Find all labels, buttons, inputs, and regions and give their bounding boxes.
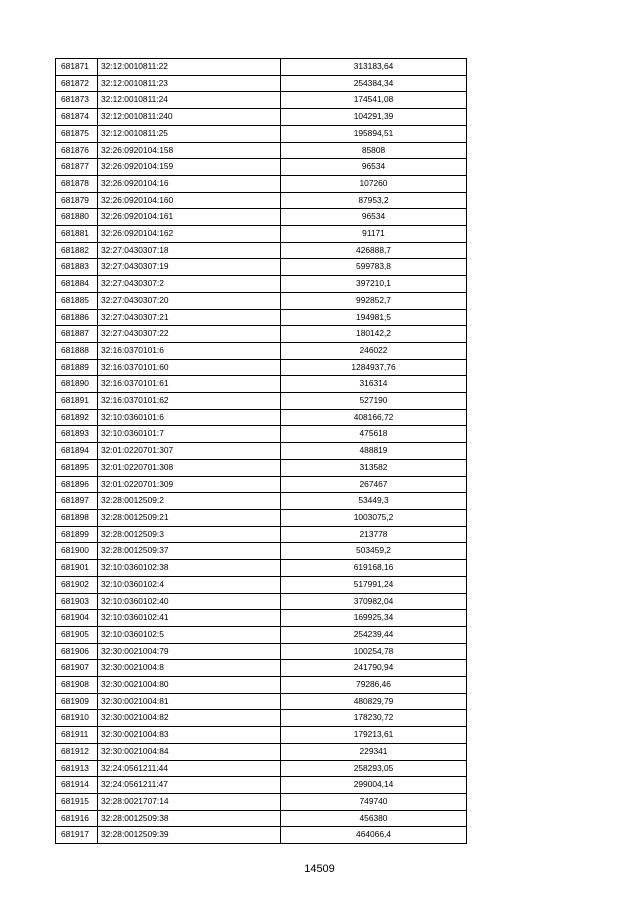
table-row [56, 376, 467, 393]
cadastral-number-cell: 32:10:0360102:5 [98, 626, 281, 643]
cadastral-number-cell: 32:30:0021004:80 [98, 677, 281, 694]
row-id-cell: 681877 [56, 159, 98, 176]
value-cell: 619168,16 [281, 560, 467, 577]
cadastral-number-cell: 32:24:0561211:44 [98, 760, 281, 777]
row-id-cell: 681871 [56, 59, 98, 76]
row-id-cell: 681902 [56, 576, 98, 593]
cadastral-number-cell: 32:01:0220701:307 [98, 443, 281, 460]
value-cell: 229341 [281, 743, 467, 760]
data-table [55, 58, 467, 844]
row-id-cell: 681917 [56, 827, 98, 844]
cadastral-number-cell: 32:27:0430307:20 [98, 292, 281, 309]
table-row [56, 75, 467, 92]
value-cell: 464066,4 [281, 827, 467, 844]
table-row [56, 359, 467, 376]
value-cell: 254239,44 [281, 626, 467, 643]
row-id-cell: 681884 [56, 276, 98, 293]
cadastral-number-cell: 32:28:0012509:39 [98, 827, 281, 844]
value-cell: 313183,64 [281, 59, 467, 76]
table-row [56, 710, 467, 727]
value-cell: 749740 [281, 793, 467, 810]
value-cell: 174541,08 [281, 92, 467, 109]
value-cell: 169925,34 [281, 610, 467, 627]
cadastral-number-cell: 32:01:0220701:308 [98, 459, 281, 476]
table-row [56, 443, 467, 460]
row-id-cell: 681876 [56, 142, 98, 159]
value-cell: 1003075,2 [281, 509, 467, 526]
table-row [56, 159, 467, 176]
row-id-cell: 681891 [56, 393, 98, 410]
value-cell: 599783,8 [281, 259, 467, 276]
table-row [56, 393, 467, 410]
row-id-cell: 681895 [56, 459, 98, 476]
row-id-cell: 681915 [56, 793, 98, 810]
table-row [56, 459, 467, 476]
value-cell: 254384,34 [281, 75, 467, 92]
table-row [56, 743, 467, 760]
value-cell: 992852,7 [281, 292, 467, 309]
value-cell: 178230,72 [281, 710, 467, 727]
cadastral-number-cell: 32:27:0430307:2 [98, 276, 281, 293]
cadastral-number-cell: 32:12:0010811:240 [98, 109, 281, 126]
cadastral-number-cell: 32:26:0920104:161 [98, 209, 281, 226]
row-id-cell: 681903 [56, 593, 98, 610]
table-row [56, 409, 467, 426]
row-id-cell: 681900 [56, 543, 98, 560]
table-row [56, 142, 467, 159]
row-id-cell: 681899 [56, 526, 98, 543]
value-cell: 96534 [281, 159, 467, 176]
table-row [56, 593, 467, 610]
table-row [56, 660, 467, 677]
value-cell: 85808 [281, 142, 467, 159]
cadastral-number-cell: 32:12:0010811:24 [98, 92, 281, 109]
row-id-cell: 681879 [56, 192, 98, 209]
row-id-cell: 681898 [56, 509, 98, 526]
cadastral-number-cell: 32:10:0360101:7 [98, 426, 281, 443]
table-row [56, 543, 467, 560]
table-row [56, 760, 467, 777]
cadastral-number-cell: 32:10:0360102:4 [98, 576, 281, 593]
row-id-cell: 681888 [56, 342, 98, 359]
cadastral-number-cell: 32:26:0920104:158 [98, 142, 281, 159]
table-row [56, 810, 467, 827]
row-id-cell: 681872 [56, 75, 98, 92]
row-id-cell: 681909 [56, 693, 98, 710]
value-cell: 195894,51 [281, 125, 467, 142]
value-cell: 480829,79 [281, 693, 467, 710]
row-id-cell: 681886 [56, 309, 98, 326]
table-row [56, 677, 467, 694]
table-row [56, 276, 467, 293]
table-row [56, 109, 467, 126]
value-cell: 527190 [281, 393, 467, 410]
cadastral-number-cell: 32:28:0012509:37 [98, 543, 281, 560]
value-cell: 426888,7 [281, 242, 467, 259]
cadastral-number-cell: 32:30:0021004:81 [98, 693, 281, 710]
cadastral-number-cell: 32:30:0021004:84 [98, 743, 281, 760]
row-id-cell: 681882 [56, 242, 98, 259]
table-row [56, 643, 467, 660]
row-id-cell: 681914 [56, 777, 98, 794]
cadastral-number-cell: 32:12:0010811:22 [98, 59, 281, 76]
row-id-cell: 681912 [56, 743, 98, 760]
value-cell: 267467 [281, 476, 467, 493]
cadastral-number-cell: 32:27:0430307:22 [98, 326, 281, 343]
table-row [56, 309, 467, 326]
table-row [56, 226, 467, 243]
cadastral-number-cell: 32:26:0920104:16 [98, 175, 281, 192]
cadastral-number-cell: 32:01:0220701:309 [98, 476, 281, 493]
row-id-cell: 681889 [56, 359, 98, 376]
row-id-cell: 681896 [56, 476, 98, 493]
cadastral-number-cell: 32:10:0360102:38 [98, 560, 281, 577]
table-row [56, 426, 467, 443]
table-row [56, 827, 467, 844]
cadastral-number-cell: 32:30:0021004:83 [98, 727, 281, 744]
value-cell: 91171 [281, 226, 467, 243]
row-id-cell: 681901 [56, 560, 98, 577]
cadastral-number-cell: 32:16:0370101:62 [98, 393, 281, 410]
value-cell: 397210,1 [281, 276, 467, 293]
cadastral-number-cell: 32:16:0370101:6 [98, 342, 281, 359]
value-cell: 258293,05 [281, 760, 467, 777]
row-id-cell: 681880 [56, 209, 98, 226]
row-id-cell: 681908 [56, 677, 98, 694]
cadastral-number-cell: 32:27:0430307:21 [98, 309, 281, 326]
cadastral-number-cell: 32:30:0021004:82 [98, 710, 281, 727]
row-id-cell: 681875 [56, 125, 98, 142]
cadastral-number-cell: 32:16:0370101:60 [98, 359, 281, 376]
table-row [56, 292, 467, 309]
table-row [56, 175, 467, 192]
value-cell: 53449,3 [281, 493, 467, 510]
value-cell: 503459,2 [281, 543, 467, 560]
row-id-cell: 681881 [56, 226, 98, 243]
value-cell: 179213,61 [281, 727, 467, 744]
row-id-cell: 681890 [56, 376, 98, 393]
table-row [56, 476, 467, 493]
table-row [56, 610, 467, 627]
value-cell: 488819 [281, 443, 467, 460]
value-cell: 194981,5 [281, 309, 467, 326]
value-cell: 408166,72 [281, 409, 467, 426]
cadastral-number-cell: 32:28:0012509:21 [98, 509, 281, 526]
cadastral-number-cell: 32:10:0360102:40 [98, 593, 281, 610]
value-cell: 180142,2 [281, 326, 467, 343]
table-row [56, 209, 467, 226]
value-cell: 299004,14 [281, 777, 467, 794]
row-id-cell: 681911 [56, 727, 98, 744]
value-cell: 246022 [281, 342, 467, 359]
value-cell: 104291,39 [281, 109, 467, 126]
cadastral-number-cell: 32:28:0021707:14 [98, 793, 281, 810]
table-row [56, 242, 467, 259]
table-row [56, 793, 467, 810]
row-id-cell: 681887 [56, 326, 98, 343]
value-cell: 107260 [281, 175, 467, 192]
row-id-cell: 681893 [56, 426, 98, 443]
table-row [56, 493, 467, 510]
value-cell: 96534 [281, 209, 467, 226]
table-row [56, 693, 467, 710]
row-id-cell: 681874 [56, 109, 98, 126]
value-cell: 213778 [281, 526, 467, 543]
table-row [56, 259, 467, 276]
table-row [56, 342, 467, 359]
cadastral-number-cell: 32:10:0360102:41 [98, 610, 281, 627]
table-row [56, 560, 467, 577]
row-id-cell: 681897 [56, 493, 98, 510]
row-id-cell: 681905 [56, 626, 98, 643]
row-id-cell: 681910 [56, 710, 98, 727]
cadastral-number-cell: 32:28:0012509:38 [98, 810, 281, 827]
cadastral-number-cell: 32:28:0012509:2 [98, 493, 281, 510]
table-row [56, 727, 467, 744]
cadastral-number-cell: 32:10:0360101:6 [98, 409, 281, 426]
table-row [56, 92, 467, 109]
value-cell: 475618 [281, 426, 467, 443]
table-body [56, 59, 467, 844]
row-id-cell: 681907 [56, 660, 98, 677]
cadastral-number-cell: 32:24:0561211:47 [98, 777, 281, 794]
cadastral-number-cell: 32:30:0021004:8 [98, 660, 281, 677]
cadastral-number-cell: 32:30:0021004:79 [98, 643, 281, 660]
cadastral-number-cell: 32:12:0010811:25 [98, 125, 281, 142]
table-row [56, 576, 467, 593]
cadastral-number-cell: 32:28:0012509:3 [98, 526, 281, 543]
table-row [56, 125, 467, 142]
row-id-cell: 681906 [56, 643, 98, 660]
table-row [56, 192, 467, 209]
value-cell: 241790,94 [281, 660, 467, 677]
value-cell: 316314 [281, 376, 467, 393]
cadastral-number-cell: 32:26:0920104:159 [98, 159, 281, 176]
table-row [56, 526, 467, 543]
row-id-cell: 681892 [56, 409, 98, 426]
row-id-cell: 681904 [56, 610, 98, 627]
table-row [56, 326, 467, 343]
cadastral-number-cell: 32:16:0370101:61 [98, 376, 281, 393]
table-row [56, 626, 467, 643]
value-cell: 517991,24 [281, 576, 467, 593]
value-cell: 456380 [281, 810, 467, 827]
row-id-cell: 681878 [56, 175, 98, 192]
row-id-cell: 681894 [56, 443, 98, 460]
cadastral-number-cell: 32:27:0430307:19 [98, 259, 281, 276]
cadastral-number-cell: 32:26:0920104:160 [98, 192, 281, 209]
row-id-cell: 681885 [56, 292, 98, 309]
value-cell: 100254,78 [281, 643, 467, 660]
row-id-cell: 681883 [56, 259, 98, 276]
cadastral-number-cell: 32:27:0430307:18 [98, 242, 281, 259]
page-number: 14509 [304, 863, 335, 875]
value-cell: 370982,04 [281, 593, 467, 610]
value-cell: 313582 [281, 459, 467, 476]
row-id-cell: 681873 [56, 92, 98, 109]
cadastral-number-cell: 32:26:0920104:162 [98, 226, 281, 243]
value-cell: 79286,46 [281, 677, 467, 694]
cadastral-number-cell: 32:12:0010811:23 [98, 75, 281, 92]
table-row [56, 59, 467, 76]
value-cell: 87953,2 [281, 192, 467, 209]
row-id-cell: 681916 [56, 810, 98, 827]
table-row [56, 509, 467, 526]
value-cell: 1284937,76 [281, 359, 467, 376]
row-id-cell: 681913 [56, 760, 98, 777]
table-row [56, 777, 467, 794]
